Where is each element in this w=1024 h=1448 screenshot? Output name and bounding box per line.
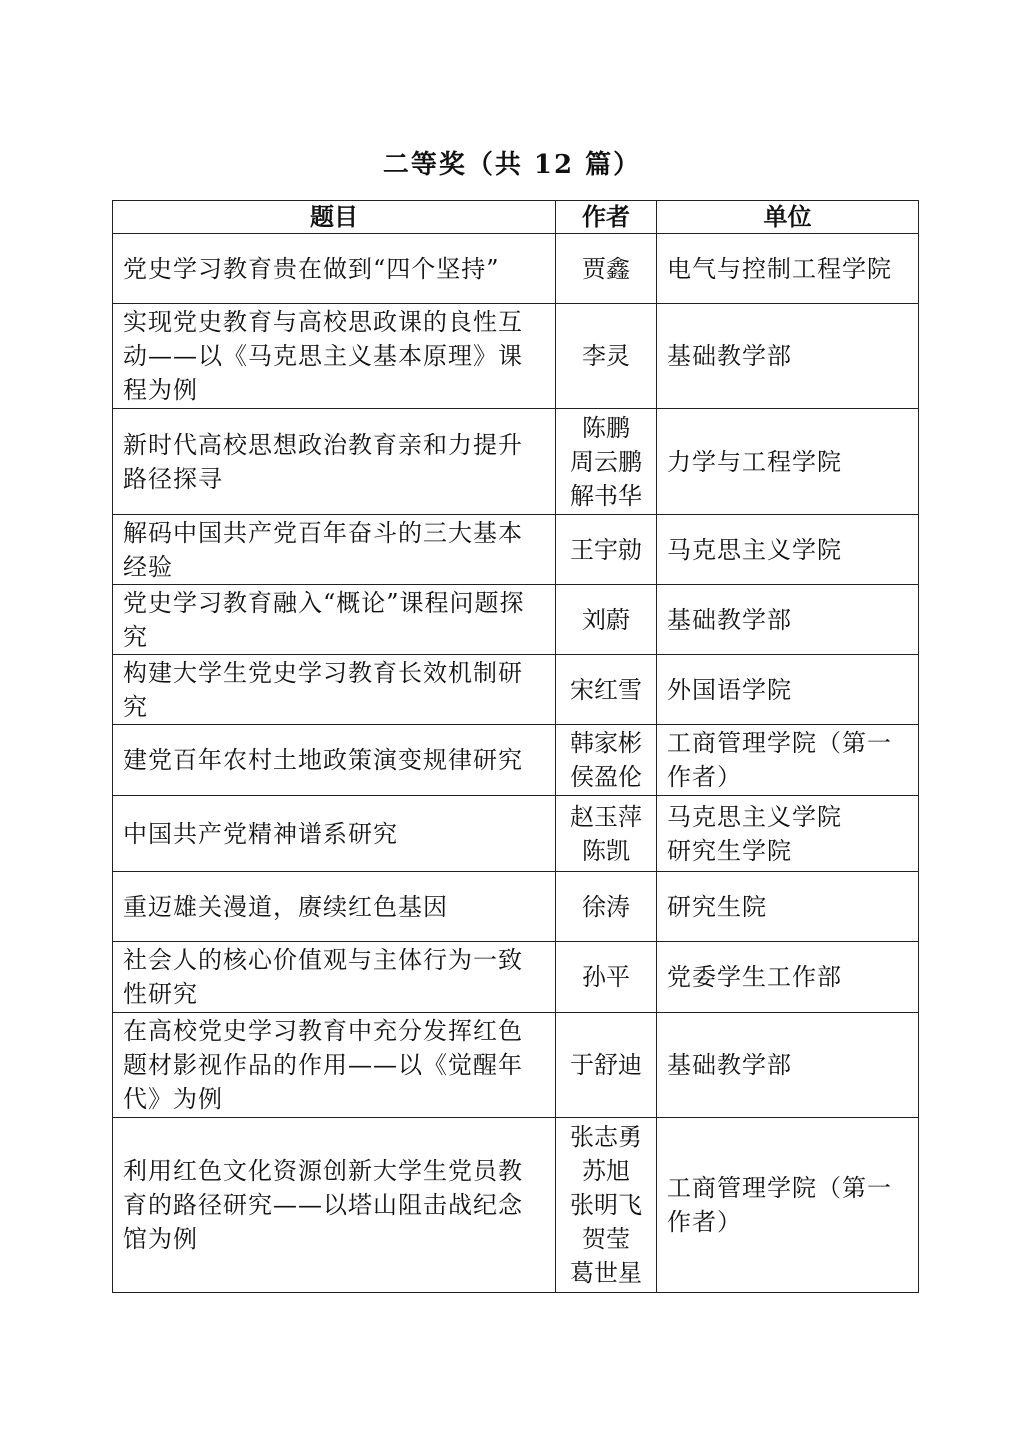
cell-author: [556, 585, 657, 655]
cell-unit: [657, 515, 919, 585]
unit-name: 研究生院: [667, 892, 767, 921]
unit-name: 马克思主义学院: [667, 802, 842, 831]
cell-author: [556, 942, 657, 1013]
cell-unit: [657, 409, 919, 515]
table-row: [113, 725, 919, 796]
author-name: 张志勇: [570, 1123, 642, 1151]
author-name: 韩家彬: [570, 729, 642, 757]
unit-name: 外国语学院: [667, 675, 792, 704]
author-name: 李灵: [582, 342, 630, 370]
author-name: 苏旭: [582, 1157, 630, 1185]
cell-title: 建党百年农村土地政策演变规律研究: [113, 725, 556, 796]
cell-title: 利用红色文化资源创新大学生党员教育的路径研究——以塔山阻击战纪念馆为例: [113, 1118, 556, 1293]
cell-author: [556, 725, 657, 796]
author-name: 王宇勍: [570, 535, 642, 564]
table-row: [113, 655, 919, 725]
cell-author: [556, 655, 657, 725]
unit-name: 基础教学部: [667, 342, 792, 370]
cell-author: [556, 234, 657, 304]
cell-author: [556, 1013, 657, 1118]
table-row: [113, 872, 919, 942]
cell-unit: [657, 1118, 919, 1293]
cell-title: 解码中国共产党百年奋斗的三大基本经验: [113, 515, 556, 585]
cell-unit: [657, 796, 919, 872]
table-row: [113, 796, 919, 872]
cell-unit: [657, 585, 919, 655]
unit-name: 研究生学院: [667, 836, 792, 865]
table-row: [113, 585, 919, 655]
cell-unit: [657, 725, 919, 796]
cell-title: 实现党史教育与高校思政课的良性互动——以《马克思主义基本原理》课程为例: [113, 304, 556, 409]
author-name: 解书华: [570, 481, 642, 510]
table-body: [113, 234, 919, 1293]
page-title: 二等奖（共 12 篇）: [382, 150, 642, 180]
author-name: 孙平: [582, 963, 630, 991]
unit-name: 马克思主义学院: [667, 535, 842, 564]
author-name: 贺莹: [582, 1225, 630, 1253]
author-name: 宋红雪: [570, 675, 642, 704]
cell-author: [556, 304, 657, 409]
cell-title: 中国共产党精神谱系研究: [113, 796, 556, 872]
cell-unit: [657, 234, 919, 304]
unit-name: 工商管理学院（第一作者）: [667, 1174, 892, 1236]
cell-unit: [657, 1013, 919, 1118]
cell-title: 社会人的核心价值观与主体行为一致性研究: [113, 942, 556, 1013]
author-name: 徐涛: [582, 892, 630, 921]
author-name: 周云鹏: [570, 447, 642, 476]
table-row: [113, 1013, 919, 1118]
author-name: 于舒迪: [570, 1051, 642, 1079]
author-name: 侯盈伦: [570, 763, 642, 791]
unit-name: 力学与工程学院: [667, 447, 842, 476]
cell-unit: [657, 872, 919, 942]
author-name: 陈鹏: [582, 413, 630, 442]
unit-name: 基础教学部: [667, 1051, 792, 1079]
author-name: 贾鑫: [582, 254, 630, 283]
table-row: [113, 515, 919, 585]
column-header-author: 作者: [556, 201, 657, 234]
table-row: [113, 409, 919, 515]
author-name: 葛世星: [570, 1259, 642, 1287]
column-header-title: 题目: [113, 201, 556, 234]
unit-name: 基础教学部: [667, 605, 792, 634]
unit-name: 工商管理学院（第一作者）: [667, 729, 892, 791]
unit-name: 电气与控制工程学院: [667, 254, 892, 283]
table-row: [113, 304, 919, 409]
cell-author: [556, 515, 657, 585]
author-name: 张明飞: [570, 1191, 642, 1219]
table-header-row: [113, 201, 919, 234]
cell-unit: [657, 655, 919, 725]
cell-title: 重迈雄关漫道，赓续红色基因: [113, 872, 556, 942]
author-name: 刘蔚: [582, 605, 630, 634]
cell-title: 新时代高校思想政治教育亲和力提升路径探寻: [113, 409, 556, 515]
cell-unit: [657, 304, 919, 409]
table-row: [113, 942, 919, 1013]
author-name: 赵玉萍: [570, 802, 642, 831]
cell-title: 党史学习教育贵在做到“四个坚持”: [113, 234, 556, 304]
cell-author: [556, 796, 657, 872]
cell-title: 在高校党史学习教育中充分发挥红色题材影视作品的作用——以《觉醒年代》为例: [113, 1013, 556, 1118]
cell-author: [556, 872, 657, 942]
table-row: [113, 234, 919, 304]
unit-name: 党委学生工作部: [667, 963, 842, 991]
cell-title: 构建大学生党史学习教育长效机制研究: [113, 655, 556, 725]
cell-unit: [657, 942, 919, 1013]
cell-title: 党史学习教育融入“概论”课程问题探究: [113, 585, 556, 655]
cell-author: [556, 1118, 657, 1293]
awards-table: [112, 200, 919, 1293]
table-row: [113, 1118, 919, 1293]
cell-author: [556, 409, 657, 515]
author-name: 陈凯: [582, 836, 630, 865]
column-header-unit: 单位: [657, 201, 919, 234]
